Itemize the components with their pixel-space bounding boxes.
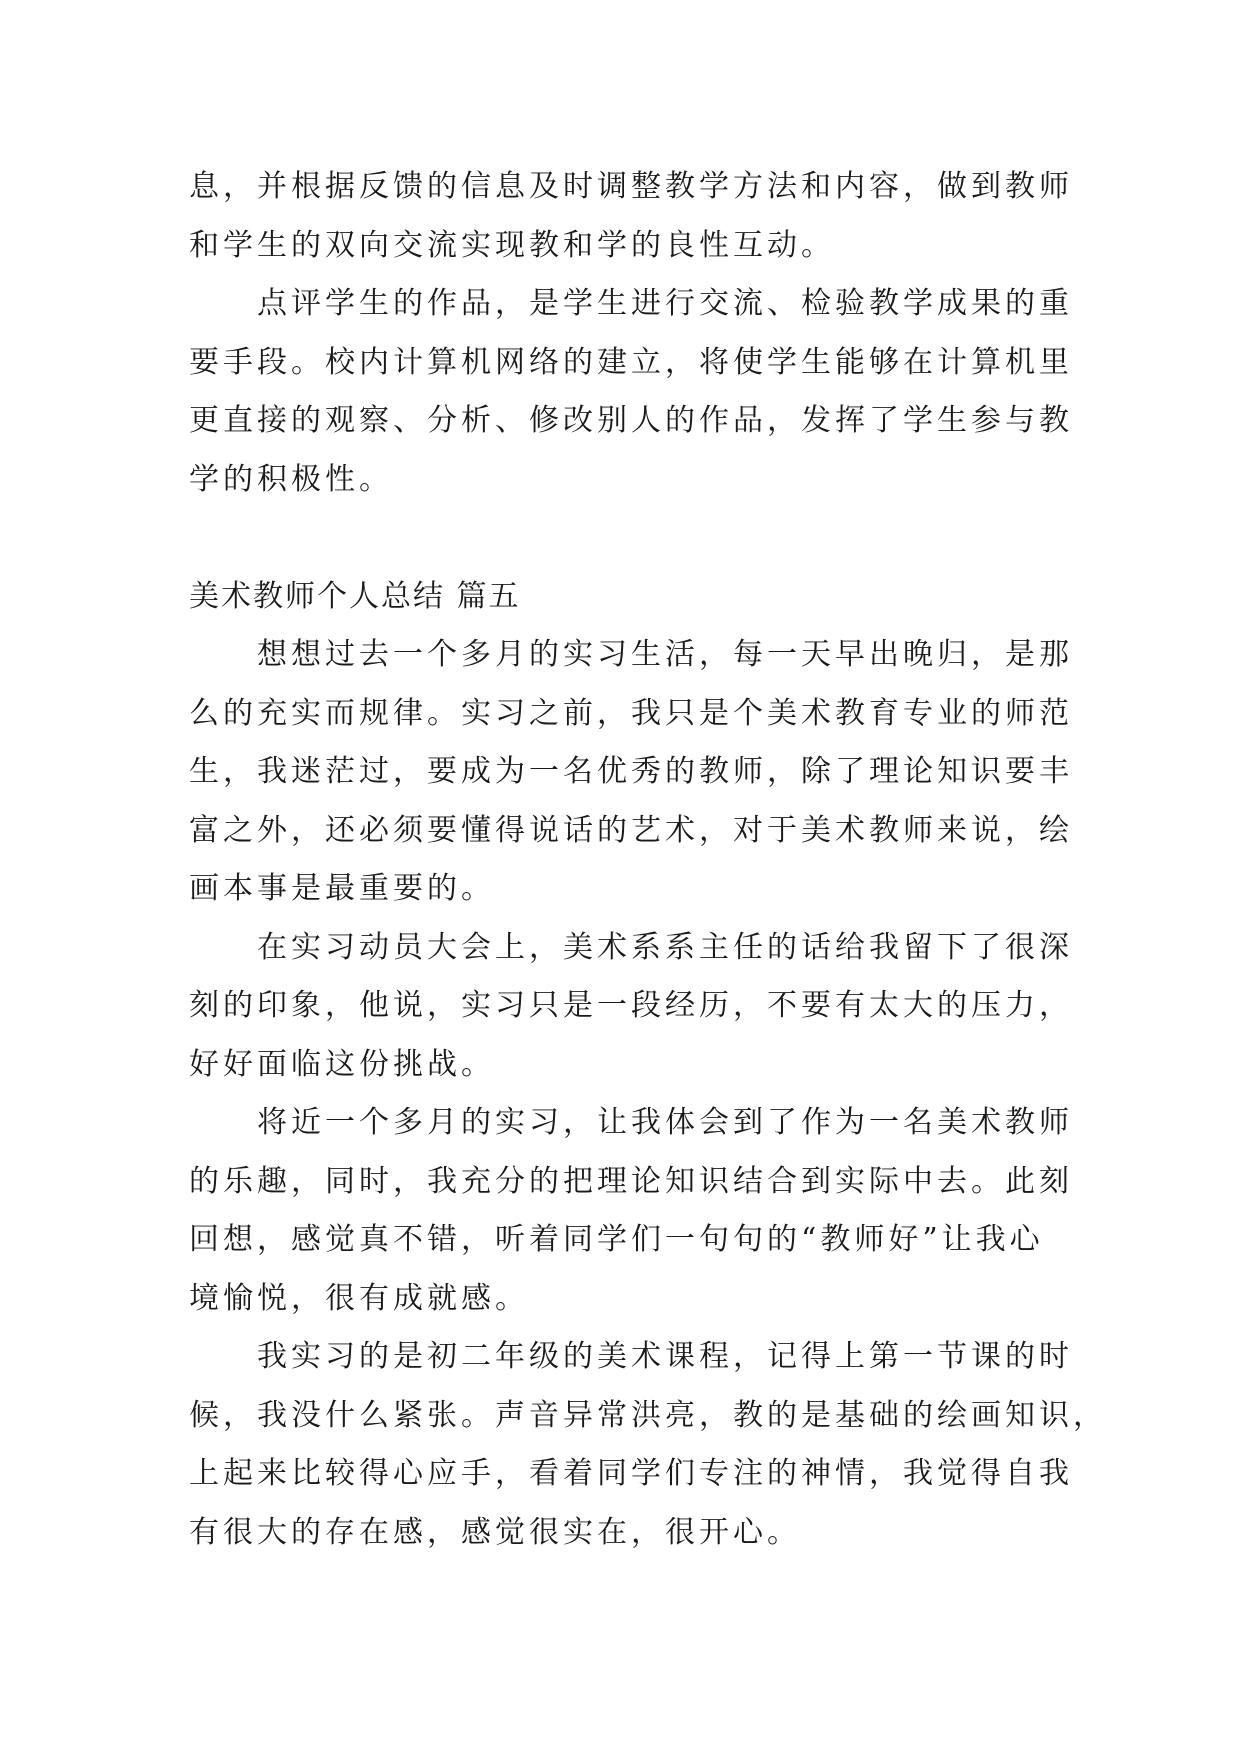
- text-line: 息，并根据反馈的信息及时调整教学方法和内容，做到教师: [189, 169, 1073, 204]
- paragraph-internship-intro: [189, 626, 1073, 919]
- text-line: 候，我没什么紧张。声音异常洪亮，教的是基础的绘画知识，: [189, 1397, 1107, 1433]
- text-line: 画本事是最重要的。: [189, 871, 495, 906]
- text-line: 境愉悦，很有成就感。: [189, 1280, 529, 1316]
- paragraph-first-class: [189, 1328, 1107, 1562]
- text-line: 和学生的双向交流实现教和学的良性互动。: [189, 227, 835, 263]
- text-line: 点评学生的作品，是学生进行交流、检验教学成果的重: [257, 286, 1073, 321]
- paragraph-mobilization-meeting: [189, 919, 1073, 1095]
- text-line: 富之外，还必须要懂得说话的艺术，对于美术教师来说，绘: [189, 812, 1073, 848]
- text-line: 回想，感觉真不错，听着同学们一句句的“教师好”让我心: [189, 1222, 1044, 1257]
- text-line: 好好面临这份挑战。: [189, 1046, 495, 1082]
- document-body: [189, 158, 1107, 1562]
- paragraph-continued: [189, 158, 1073, 275]
- text-line: 在实习动员大会上，美术系系主任的话给我留下了很深: [257, 929, 1073, 965]
- paragraph-critique: [189, 275, 1073, 509]
- text-line: 刻的印象，他说，实习只是一段经历，不要有太大的压力，: [189, 988, 1073, 1023]
- text-line: 将近一个多月的实习，让我体会到了作为一名美术教师: [257, 1105, 1073, 1140]
- text-line: 的乐趣，同时，我充分的把理论知识结合到实际中去。此刻: [189, 1163, 1073, 1199]
- text-line: 上起来比较得心应手，看着同学们专注的神情，我觉得自我: [189, 1456, 1073, 1491]
- text-line: 想想过去一个多月的实习生活，每一天早出晚归，是那: [257, 637, 1073, 672]
- text-line: 学的积极性。: [189, 461, 393, 497]
- text-line: 么的充实而规律。实习之前，我只是个美术教育专业的师范: [189, 695, 1073, 731]
- section-heading: 美术教师个人总结 篇五: [189, 578, 521, 614]
- text-line: 我实习的是初二年级的美术课程，记得上第一节课的时: [257, 1339, 1073, 1374]
- text-line: 生，我迷茫过，要成为一名优秀的教师，除了理论知识要丰: [189, 754, 1073, 789]
- paragraph-experience: [189, 1094, 1073, 1328]
- section-gap: [189, 509, 1049, 568]
- text-line: 有很大的存在感，感觉很实在，很开心。: [189, 1514, 801, 1550]
- text-line: 要手段。校内计算机网络的建立，将使学生能够在计算机里: [189, 344, 1073, 380]
- text-line: 更直接的观察、分析、修改别人的作品，发挥了学生参与教: [189, 403, 1073, 438]
